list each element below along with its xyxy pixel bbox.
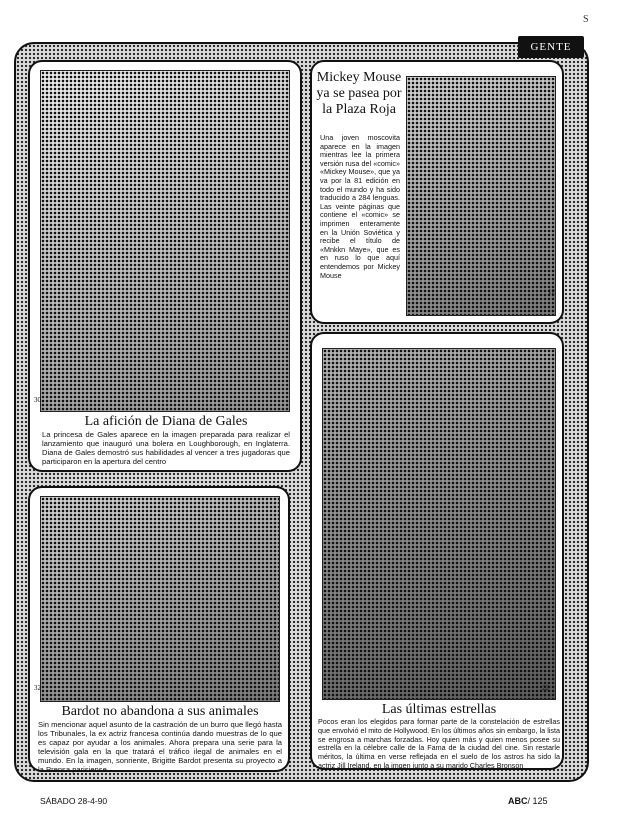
estrellas-caption: Pocos eran los elegidos para formar parte de la constelación de estrellas que envolvió el mito de Hollywood. En los últimos años sin embargo, la lista se engrosa a marchas forzadas. Hoy quien más y quien menos posee su estrella en la célebre calle de la Fama de la ciudad del cine. Sin restarle méritos, la última en verse reflejada en el suelo de los astros ha sido la actriz Jill Ireland, en la imgen junto a su marido Charles Bronson [318, 717, 560, 770]
mickey-panel [310, 60, 564, 324]
diana-panel [28, 60, 302, 472]
footer-page-number [508, 796, 548, 806]
estrellas-headline: Las últimas estrellas [381, 702, 497, 717]
estrellas-panel [310, 332, 564, 770]
estrellas-photo [322, 348, 556, 700]
diana-photo [40, 70, 290, 412]
footer-date: SÁBADO 28-4-90 [40, 796, 108, 806]
bardot-caption: Sin mencionar aquel asunto de la castración de un burro que llegó hasta los Tribunales, la ex actriz francesa continúa dando muestras de lo que es capaz por ayudar a los animales. Ahora prepara una serie para la televisión gala en la que tratará el tráfico ilegal de animales en el mundo. En la imagen, sonriente, Brigitte Bardot presenta su proyecto a la Prensa parisiense [38, 720, 283, 774]
footer-publication: ABC [508, 796, 528, 806]
estrellas-photo-credit: 22 [542, 684, 549, 692]
bardot-panel [28, 486, 290, 772]
bardot-photo [40, 496, 280, 702]
bardot-headline: Bardot no abandona a sus animales [61, 704, 259, 719]
diana-caption: La princesa de Gales aparece en la imagen preparada para realizar el lanzamiento que inauguró una bolera en Loughborough, en Inglaterra. Diana de Gales demostró sus habilidades al vencer a tres jugadoras que participaron en la apertura del centro [42, 430, 290, 466]
mickey-photo [406, 76, 556, 316]
diana-headline: La afición de Diana de Gales [84, 414, 248, 429]
page-corner-mark: S [583, 14, 589, 25]
mickey-photo-credit: 12 [548, 288, 555, 296]
section-tag: GENTE [518, 36, 584, 58]
mickey-headline: Mickey Mouse ya se pasea por la Plaza Roja [316, 70, 402, 117]
bardot-photo-credit: 32 [34, 684, 41, 692]
mickey-caption: Una joven moscovita aparece en la imagen mientras lee la primera versión rusa del «comic» «Mickey Mouse», que ya va por la 81 edición en todo el mundo y ha sido traducido a 284 lenguas. Las veinte páginas que contiene el «comic» se imprimen enteramente en la Unión Soviética y recibe el título de «Mnkkn Maye», que es en ruso lo que aquí entendemos por Mickey Mouse [320, 133, 400, 280]
footer-page-value: / 125 [527, 796, 548, 806]
diana-photo-credit: 30 [34, 396, 41, 404]
